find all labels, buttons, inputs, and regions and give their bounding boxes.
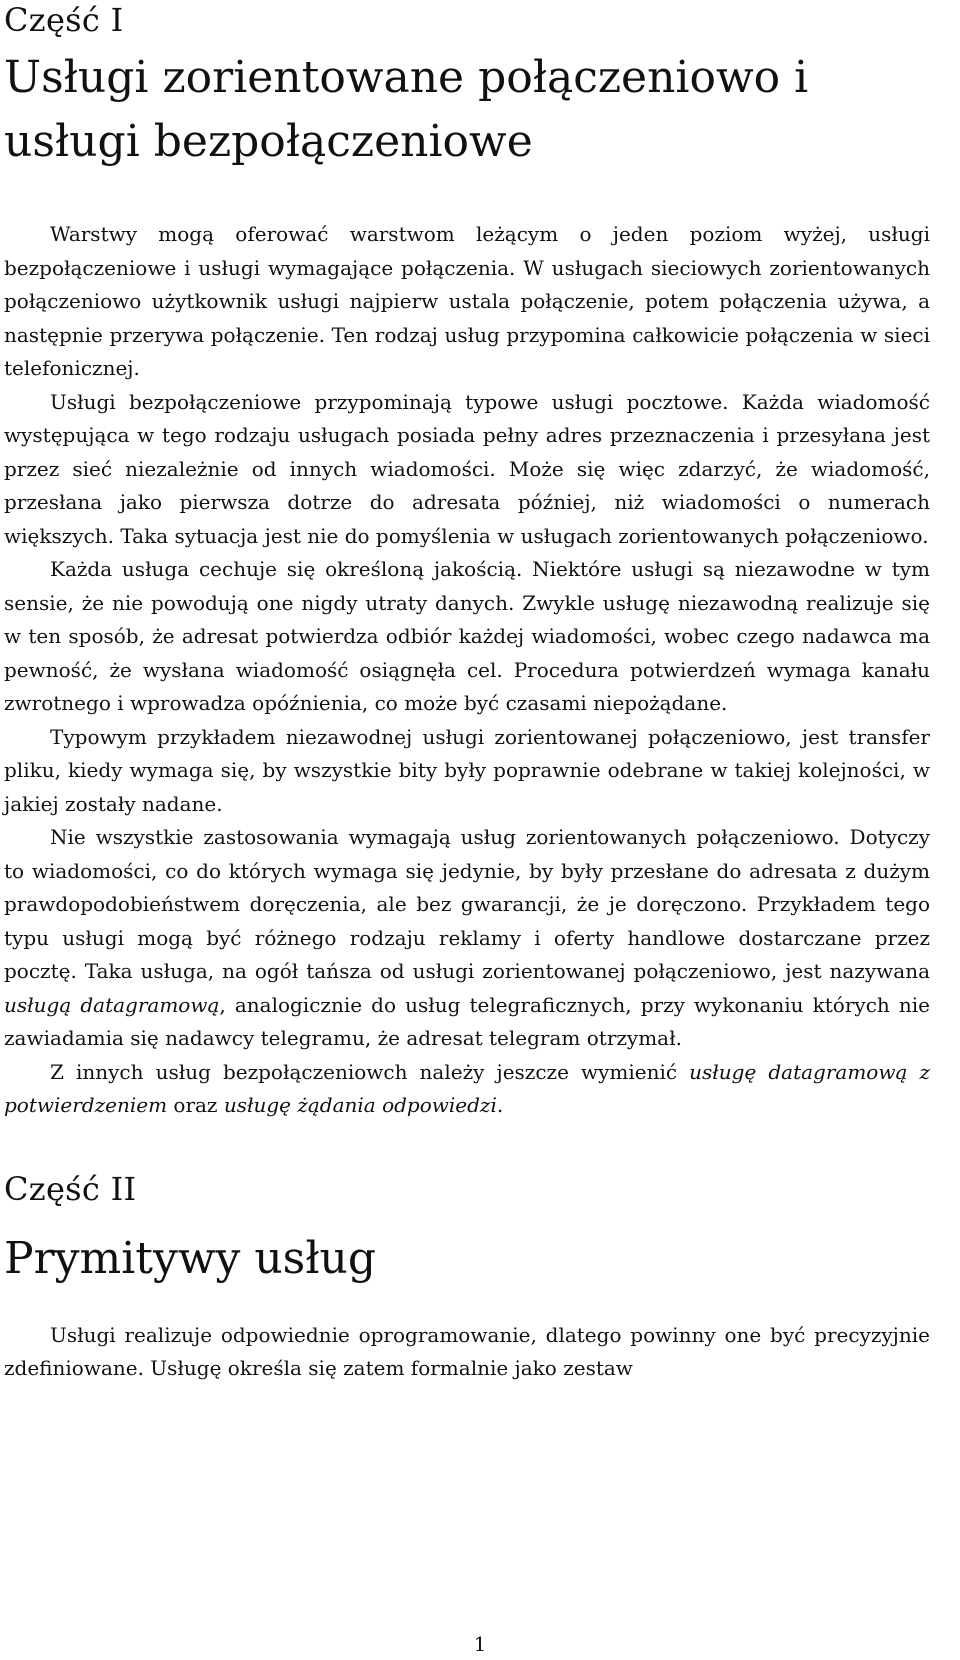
paragraph: Warstwy mogą oferować warstwom leżącym o jeden poziom wyżej, usługi bezpołączeniowe i usługi wymagające połączenia. W usługach sieciowych zorientowanych połączeniowo użytkownik usługi najpierw ustala połączenie, potem połączenia używa, a następnie przerywa połączenie. Ten rodzaj usług przypomina całkowicie połączenia w sieci telefonicznej.: [4, 222, 930, 380]
document-page: [4, 0, 930, 1386]
paragraph: Usługi realizuje odpowiednie oprogramowanie, dlatego powinny one być precyzyjnie zdefiniowane. Usługę określa się zatem formalnie jako zestaw: [4, 1322, 930, 1380]
part-1-title-line-1: Usługi zorientowane połączeniowo i: [4, 52, 809, 103]
paragraph: Typowym przykładem niezawodnej usługi zorientowanej połączeniowo, jest transfer pliku, kiedy wymaga się, by wszystkie bity były poprawnie odebrane w takiej kolejności, w jakiej zostały nadane.: [4, 724, 930, 816]
paragraph-text: Z innych usług bezpołączeniowch należy jeszcze wymienić: [50, 1059, 690, 1084]
part-2-title: Prymitywy usług: [4, 1232, 377, 1284]
paragraph-text: Nie wszystkie zastosowania wymagają usług zorientowanych połączeniowo. Dotyczy to wiadomości, co do których wymaga się jedynie, by były przesłane do adresata z dużym prawdopodobieństwem doręczenia, ale bez gwarancji, że je doręczono. Przykładem tego typu usługi mogą być różnego rodzaju reklamy i oferty handlowe dostarczane przez pocztę. Taka usługa, na ogół tańsza od usługi zorientowanej połączeniowo, jest nazywana: [4, 825, 930, 983]
page-number: 1: [473, 1632, 487, 1656]
part-2-label: Część II: [4, 1169, 137, 1208]
part-1-title-line-2: usługi bezpołączeniowe: [4, 116, 533, 167]
paragraph-text: oraz: [167, 1093, 224, 1117]
emphasis-term: usługę żądania odpowiedzi.: [223, 1093, 504, 1117]
part-2-body: [4, 1319, 930, 1386]
paragraph: [4, 1056, 930, 1123]
paragraph-text: , analogicznie do usług telegraficznych, przy wykonaniu których nie zawiadamia się nadawcy telegramu, że adresat telegram otrzymał.: [4, 992, 931, 1050]
part-1-label: Część I: [4, 1, 124, 39]
part-1-body: [4, 218, 930, 1123]
paragraph: Usługi bezpołączeniowe przypominają typowe usługi pocztowe. Każda wiadomość występująca w tego rodzaju usługach posiada pełny adres przeznaczenia i przesyłana jest przez sieć niezależnie od innych wiadomości. Może się więc zdarzyć, że wiadomość, przesłana jako pierwsza dotrze do adresata później, niż wiadomości o numerach większych. Taka sytuacja jest nie do pomyślenia w usługach zorientowanych połączeniowo.: [4, 389, 930, 548]
part-1-title: [4, 46, 930, 174]
paragraph: [4, 821, 930, 1056]
paragraph: Każda usługa cechuje się określoną jakością. Niektóre usługi są niezawodne w tym sensie, że nie powodują one nigdy utraty danych. Zwykle usługę niezawodną realizuje się w ten sposób, że adresat potwierdza odbiór każdej wiadomości, wobec czego nadawca ma pewność, że wysłana wiadomość osiągnęła cel. Procedura potwierdzeń wymaga kanału zwrotnego i wprowadza opóźnienia, co może być czasami niepożądane.: [4, 557, 930, 715]
emphasis-term: usługą datagramową: [4, 992, 220, 1017]
emphasis-term: usługę datagramową z potwierdzeniem: [4, 1059, 930, 1117]
